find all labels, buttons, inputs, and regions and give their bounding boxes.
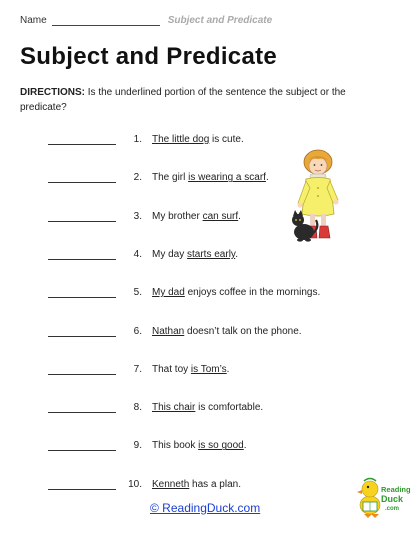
sentence-underlined: is Tom’s (190, 363, 227, 375)
question-number: 4. (133, 248, 142, 260)
question-number: 9. (133, 440, 142, 452)
name-label: Name (20, 15, 47, 26)
answer-line[interactable] (48, 172, 116, 183)
sentence-after: . (243, 440, 247, 452)
directions-label: DIRECTIONS: (20, 87, 85, 98)
answer-line[interactable] (48, 402, 116, 413)
sentence-underlined: is so good (198, 440, 244, 452)
answer-line[interactable] (48, 249, 116, 260)
answer-line[interactable] (48, 479, 116, 490)
sentence-after: is cute. (209, 134, 244, 145)
question-number: 8. (133, 402, 142, 414)
sentence-before: My brother (152, 210, 203, 222)
answer-line[interactable] (48, 440, 116, 451)
header-subtitle: Subject and Predicate (167, 15, 273, 26)
question-number: 6. (133, 325, 142, 337)
answer-line[interactable] (48, 364, 116, 375)
sentence-after: . (238, 210, 241, 222)
sentence-after: . (265, 172, 269, 184)
sentence-underlined: My dad (152, 287, 185, 299)
question-sentence (152, 479, 241, 490)
question-sentence (152, 287, 320, 298)
sentence-after: has a plan. (189, 478, 241, 490)
answer-line[interactable] (48, 287, 116, 298)
question-sentence (152, 440, 247, 451)
logo-text-line1: Reading (381, 485, 411, 494)
sentence-underlined: can surf (202, 210, 239, 222)
answer-line[interactable] (48, 134, 116, 145)
sentence-underlined: is wearing a scarf (188, 172, 266, 184)
sentence-before: That toy (152, 363, 191, 375)
logo-text-line2: Duck (381, 494, 404, 504)
sentence-after: . (226, 363, 230, 375)
sentence-after: . (235, 248, 238, 260)
question-item (48, 284, 320, 298)
page-title: Subject and Predicate (20, 43, 278, 70)
question-item (48, 437, 247, 451)
question-item (48, 399, 263, 413)
name-field-line[interactable] (52, 15, 160, 26)
sentence-underlined: The little dog (152, 134, 210, 145)
sentence-before: The girl (152, 172, 189, 184)
question-item (48, 323, 302, 337)
question-item (48, 361, 229, 375)
girl-with-cat-illustration-icon (292, 148, 352, 244)
sentence-underlined: Kenneth (152, 478, 190, 490)
sentence-underlined: Nathan (152, 325, 185, 337)
directions-text: Is the underlined portion of the sentence the subject or the predicate? (20, 87, 346, 113)
answer-line[interactable] (48, 211, 116, 222)
readingduck-link[interactable]: © ReadingDuck.com (150, 501, 261, 515)
reading-duck-logo-icon[interactable] (358, 475, 411, 521)
sentence-underlined: starts early (187, 248, 236, 260)
question-item (48, 476, 241, 490)
question-number: 2. (133, 172, 142, 184)
question-sentence (152, 364, 229, 375)
question-sentence (152, 211, 241, 222)
sentence-underlined: This chair (152, 402, 196, 414)
question-sentence (152, 326, 302, 337)
question-sentence (152, 249, 238, 260)
sentence-before: My day (152, 248, 188, 260)
question-item (48, 169, 269, 183)
directions (20, 85, 395, 115)
answer-line[interactable] (48, 326, 116, 337)
question-item (48, 131, 244, 145)
question-number: 1. (133, 134, 142, 145)
question-sentence (152, 172, 269, 183)
question-item (48, 246, 238, 260)
question-sentence (152, 134, 244, 145)
name-row (20, 10, 400, 26)
logo-text-line3: .com (385, 506, 400, 512)
sentence-after: enjoys coffee in the mornings. (184, 287, 321, 299)
question-number: 3. (133, 210, 142, 222)
sentence-after: doesn’t talk on the phone. (184, 325, 302, 337)
sentence-before: This book (152, 440, 199, 452)
question-number: 7. (133, 363, 142, 375)
question-number: 5. (133, 287, 142, 299)
question-number: 10. (128, 478, 142, 490)
question-sentence (152, 402, 263, 413)
sentence-after: is comfortable. (195, 402, 264, 414)
question-item (48, 208, 241, 222)
